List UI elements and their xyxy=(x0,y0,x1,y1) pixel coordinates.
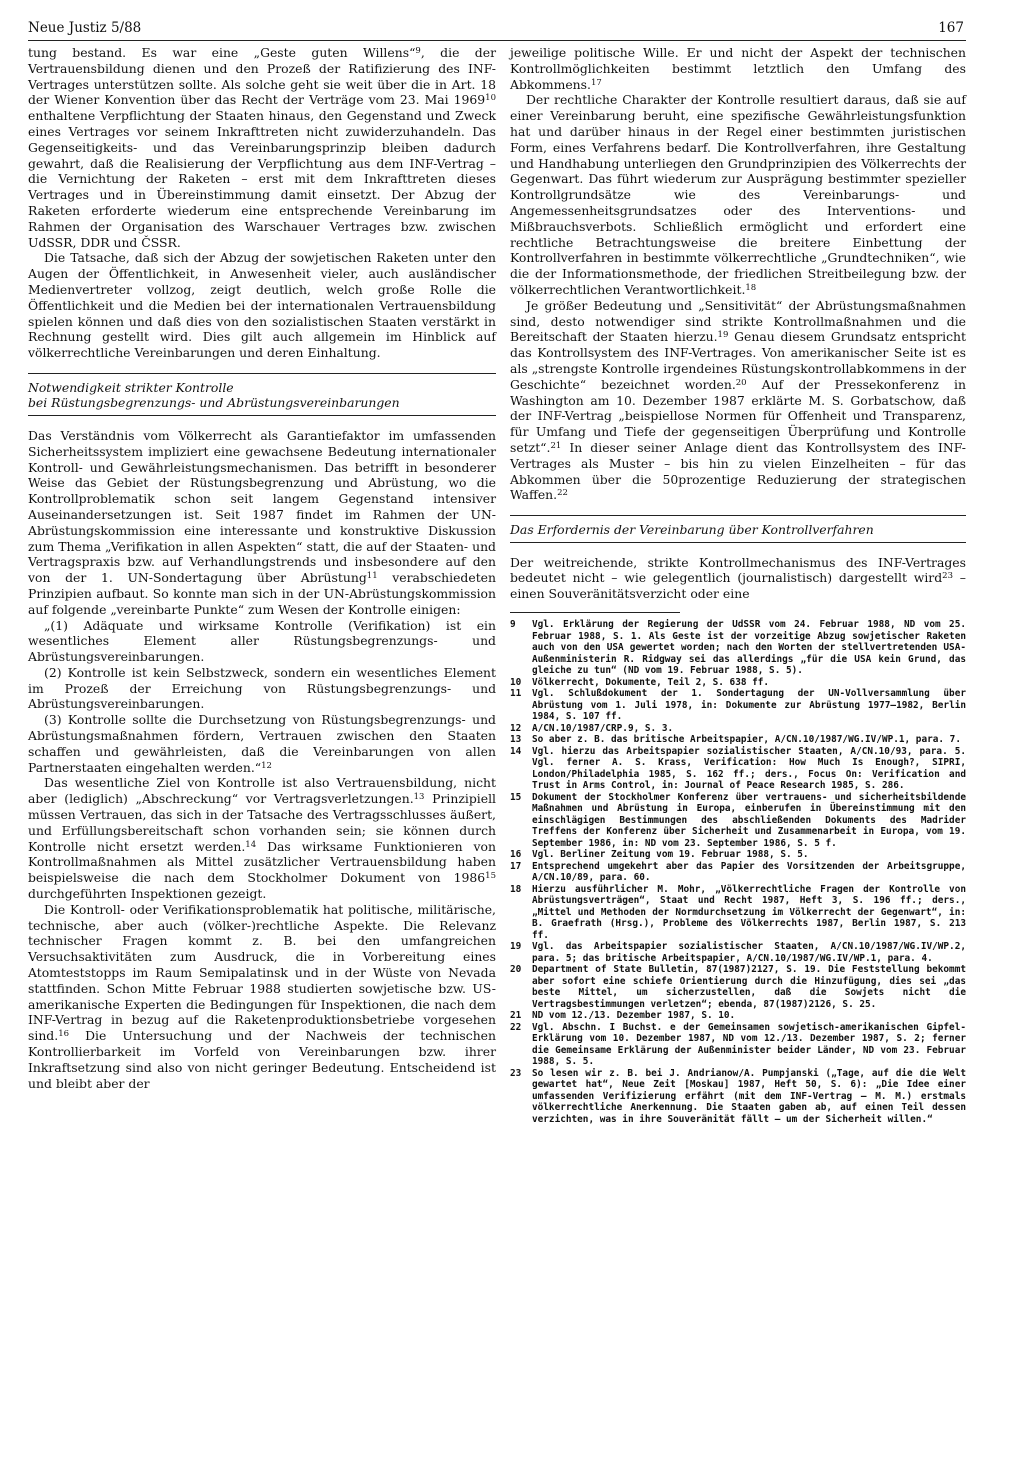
footnote xyxy=(510,723,966,735)
footnote xyxy=(510,734,966,746)
footnote-text: So aber z. B. das britische Arbeitspapier, A/CN.10/1987/WG.IV/WP.1, para. 7. xyxy=(532,734,961,745)
footnote-ref: 14 xyxy=(245,839,257,850)
paragraph: Das Verständnis vom Völkerrecht als Garantiefaktor im umfassenden Sicherheitssystem impliziert eine gewachsene Bedeutung internationaler Kontroll- und Gewährleistungsmechanismen. Das betrifft in besonderer Weise das Gebiet der Rüstungsbegrenzung und Abrüstung, wo die Kontrollproblematik schon seit langem Gegenstand intensiver Auseinandersetzungen ist. Seit 1987 findet im Rahmen der UN-Abrüstungskommission eine interessante und konstruktive Diskussion zum Thema „Verifikation in allen Aspekten“ statt, die auf der Staaten- und Vertragspraxis bzw. auf Verhandlungstrends und insbesondere auf den von der 1. UN-Sondertagung über Abrüstung$^{11}$ verabschiedeten Prinzipien aufbaut. So konnte man sich in der UN-Abrüstungskommission auf folgende „vereinbarte Punkte“ zum Wesen der Kontrolle einigen: xyxy=(28,427,496,617)
footnote-number: 17 xyxy=(510,860,522,872)
footnote xyxy=(510,1068,966,1126)
footnote xyxy=(510,1010,966,1022)
footnote xyxy=(510,792,966,850)
footnote-text: Vgl. Schlußdokument der 1. Sondertagung der UN-Vollversammlung über Abrüstung vom 1. Juli 1978, in: Dokumente zur Abrüstung 1977–1982, Berlin 1984, S. 107 ff. xyxy=(532,688,966,722)
footnote-list xyxy=(510,619,966,1125)
journal-title: Neue Justiz 5/88 xyxy=(28,20,142,36)
footnote-number: 18 xyxy=(510,883,522,895)
footnote-ref: 23 xyxy=(942,571,953,582)
footnote-text: Dokument der Stockholmer Konferenz über vertrauens- und sicherheitsbildende Maßnahmen und Abrüstung in Europa, einberufen in Übereinstimmung mit den einschlägigen Bestimmungen des abschließenden Dokuments des Madrider Treffens der Konferenz über Sicherheit und Zusammenarbeit in Europa, vom 19. September 1986, in: ND vom 23. September 1986, S. 5 f. xyxy=(532,791,966,849)
footnote-rule xyxy=(510,612,680,613)
footnote-number: 13 xyxy=(510,734,522,745)
section-heading: Das Erfordernis der Vereinbarung über Kontrollverfahren xyxy=(510,515,966,543)
section-heading: Notwendigkeit strikter Kontrolle bei Rüstungsbegrenzungs- und Abrüstungsvereinbarungen xyxy=(28,373,496,416)
footnote-ref: 17 xyxy=(590,77,602,88)
footnote-text: Hierzu ausführlicher M. Mohr, „Völkerrechtliche Fragen der Kontrolle von Abrüstungsverträgen“, Staat und Recht 1987, Heft 3, S. 196 ff.; ders., „Mittel und Methoden der Normdurchsetzung im Völkerrecht der Gegenwart“, in: B. Graefrath (Hrsg.), Probleme des Völkerrechts 1987, Berlin 1987, S. 213 ff. xyxy=(532,883,966,941)
footnote-number: 22 xyxy=(510,1021,522,1033)
footnote-number: 10 xyxy=(510,676,522,688)
footnote-number: 20 xyxy=(510,964,522,975)
footnote-text: So lesen wir z. B. bei J. Andrianow/A. Pumpjanski („Tage, auf die die Welt gewartet hat“, Neue Zeit [Moskau] 1987, Heft 50, S. 6): „Die Idee einer umfassenden Verifizierung erfährt (mit dem INF-Vertrag – M. M.) erstmals völkerrechtliche Anerkennung. Die Staaten gaben ab, auf einen Teil dessen verzichten, was in ihre Souveränität fällt – um der Sicherheit willen.“ xyxy=(532,1067,966,1125)
footnote-text: Völkerrecht, Dokumente, Teil 2, S. 638 ff. xyxy=(532,676,770,688)
footnote-ref: 12 xyxy=(261,760,272,771)
quote-item: (2) Kontrolle ist kein Selbstzweck, sondern ein wesentliches Element im Prozeß der Erreichung von Rüstungsbegrenzungs- und Abrüstungsvereinbarungen. xyxy=(28,664,496,712)
footnote xyxy=(510,1022,966,1068)
footnote-ref: 22 xyxy=(557,488,568,499)
header-rule xyxy=(28,40,966,41)
footnote xyxy=(510,941,966,964)
footnote-text: Department of State Bulletin, 87(1987)2127, S. 19. Die Feststellung bekommt aber sofort eine schiefe Orientierung durch die Hinzufügung, dies sei „das beste Mittel, um sicherzustellen, daß die Sowjets nicht die Vertragsbestimmungen verletzen“; ebenda, 87(1987)2126, S. 25. xyxy=(532,964,966,1010)
footnote-ref: 13 xyxy=(413,792,425,803)
footnote-ref: 20 xyxy=(735,377,747,388)
footnote-number: 15 xyxy=(510,791,522,803)
footnote-number: 19 xyxy=(510,941,522,952)
paragraph: Der weitreichende, strikte Kontrollmechanismus des INF-Vertrages bedeutet nicht – wie gelegentlich (journalistisch) dargestellt wird$^{23}$ – einen Souveränitätsverzicht oder eine xyxy=(510,554,966,602)
paragraph: Je größer Bedeutung und „Sensitivität“ der Abrüstungsmaßnahmen sind, desto notwendiger sind strikte Kontrollmaßnahmen und die Bereitschaft der Staaten hierzu.$^{19}$ Genau diesem Grundsatz entspricht das Kontrollsystem des INF-Vertrages. Von amerikanischer Seite ist es als „strengste Kontrolle irgendeines Rüstungskontrollabkommens in der Geschichte“ bezeichnet worden.$^{20}$ Auf der Pressekonferenz in Washington am 10. Dezember 1987 erklärte M. S. Gorbatschow, daß der INF-Vertrag „beispiellose Normen für Offenheit und Transparenz, für Umfang und Tiefe der gegenseitigen Überprüfung und Kontrolle setzt“.$^{21}$ In dieser seiner Anlage dient das Kontrollsystem des INF-Vertrages als Muster – bis hin zu vielen Einzelheiten – für das Abkommen über die 50prozentige Reduzierung der strategischen Waffen.$^{22}$ xyxy=(510,297,966,503)
footnote-ref: 15 xyxy=(485,871,496,882)
footnote-text: Vgl. das Arbeitspapier sozialistischer Staaten, A/CN.10/1987/WG.IV/WP.2, para. 5; das britische Arbeitspapier, A/CN.10/1987/WG.IV/WP.1, para. 4. xyxy=(532,941,966,964)
footnote-text: Vgl. Erklärung der Regierung der UdSSR vom 24. Februar 1988, ND vom 25. Februar 1988, S. 1. Als Geste ist der vorzeitige Abzug sowjetischer Raketen auch von den USA gewertet worden; nach den Worten der stellvertretenden USA-Außenministerin R. Ridgway sei das allerdings „für die USA kein Grund, das gleiche zu tun“ (ND vom 19. Februar 1988, S. 5). xyxy=(532,619,966,676)
footnote-ref: 21 xyxy=(550,440,562,451)
left-column xyxy=(28,45,496,1091)
footnote-number: 11 xyxy=(510,688,522,699)
paragraph: Die Tatsache, daß sich der Abzug der sowjetischen Raketen unter den Augen der Öffentlichkeit, in Anwesenheit vieler, auch ausländischer Medienvertreter vollzog, zeigt deutlich, welch große Rolle die Öffentlichkeit und die Medien bei der internationalen Vertrauensbildung spielen können und daß dies von den sozialistischen Staaten verstärkt in Rechnung gestellt wird. Dies gilt auch allgemein im Hinblick auf völkerrechtliche Vereinbarungen und deren Einhaltung. xyxy=(28,250,496,361)
paragraph: tung bestand. Es war eine „Geste guten Willens“$^9$, die der Vertrauensbildung dienen und den Prozeß der Ratifizierung des INF-Vertrages unterstützen sollte. Als solche geht sie weit über die in Art. 18 der Wiener Konvention über das Recht der Verträge vom 23. Mai 1969$^{10}$ enthaltene Verpflichtung der Staaten hinaus, den Gegenstand und Zweck eines Vertrages vor seinem Inkrafttreten nicht zuwiderzuhandeln. Das Gegenseitigkeits- und das Vereinbarungsprinzip bleiben dadurch gewahrt, daß die Realisierung der Verpflichtung aus dem INF-Vertrag – die Vernichtung der Raketen – erst mit dem Inkrafttreten dieses Vertrages und in Übereinstimmung damit einsetzt. Der Abzug der Raketen erforderte wiederum eine entsprechende Vereinbarung im Rahmen der Organisation des Warschauer Vertrages bzw. zwischen UdSSR, DDR und ČSSR. xyxy=(28,45,496,250)
footnote xyxy=(510,619,966,677)
footnote-text: Vgl. Berliner Zeitung vom 19. Februar 1988, S. 5. xyxy=(532,849,809,860)
footnote-ref: 9 xyxy=(415,46,421,56)
footnote-ref: 19 xyxy=(717,330,729,341)
footnote xyxy=(510,849,966,861)
paragraph: Der rechtliche Charakter der Kontrolle resultiert daraus, daß sie auf einer Vereinbarung beruht, eine spezifische Gewährleistungsfunktion hat und darüber hinaus in der Regel einer bestimmten juristischen Form, eines Verfahrens bedarf. Die Kontrollverfahren, ihre Gestaltung und Handhabung unterliegen den Grundprinzipien des Völkerrechts der Gegenwart. Das führt wiederum zur Ausprägung bestimmter spezieller Kontrollgrundsätze wie des Vereinbarungs- und Angemessenheitsgrundsatzes oder des Interventions- und Mißbrauchsverbots. Schließlich ermöglicht und erfordert eine rechtliche Betrachtungsweise die breitere Einbettung der Kontrollverfahren in bestimmte völkerrechtliche „Grundtechniken“, wie die der Informationsmethode, der friedlichen Streitbeilegung bzw. der völkerrechtlichen Verantwortlichkeit.$^{18}$ xyxy=(510,92,966,297)
footnote-number: 16 xyxy=(510,849,522,860)
footnote-ref: 16 xyxy=(58,1029,70,1040)
footnote xyxy=(510,964,966,1010)
footnote-ref: 11 xyxy=(366,571,378,582)
footnote-text: Vgl. hierzu das Arbeitspapier sozialistischer Staaten, A/CN.10/93, para. 5. Vgl. ferner A. S. Krass, Verification: How Much Is Enough?, SIPRI, London/Philadelphia 1985, S. 162 ff.; ders., Focus On: Verification and Trust in Arms Control, in: Journal of Peace Research 1985, S. 286. xyxy=(532,745,966,791)
page-number: 167 xyxy=(938,20,964,36)
footnote-ref: 18 xyxy=(745,282,757,293)
paragraph: jeweilige politische Wille. Er und nicht der Aspekt der technischen Kontrollmöglichkeiten bestimmt letztlich den Umfang des Abkommens.$^{17}$ xyxy=(510,45,966,92)
footnote xyxy=(510,688,966,723)
paragraph: Die Kontroll- oder Verifikationsproblematik hat politische, militärische, technische, aber auch (völker-)rechtliche Aspekte. Die Relevanz technischer Fragen kommt z. B. bei den umfangreichen Versuchsaktivitäten zum Ausdruck, die in Vorbereitung eines Atomteststopps im Raum Semipalatinsk und in der Wüste von Nevada stattfinden. Schon Mitte Februar 1988 studierten sowjetische bzw. US-amerikanische Experten die Bedingungen für Inspektionen, die nach dem INF-Vertrag in bezug auf die Raketenproduktionsbetriebe vorgesehen sind.$^{16}$ Die Untersuchung und der Nachweis der technischen Kontrollierbarkeit im Vorfeld von Vereinbarungen bzw. ihrer Inkraftsetzung sind also von nicht geringer Bedeutung. Entscheidend ist und bleibt aber der xyxy=(28,901,496,1091)
footnote-text: A/CN.10/1987/CRP.9, S. 3. xyxy=(532,722,674,734)
quote-item: (3) Kontrolle sollte die Durchsetzung von Rüstungsbegrenzungs- und Abrüstungsmaßnahmen fördern, Vertrauen zwischen den Staaten schaffen und gewährleisten, daß die Vereinbarungen von allen Partnerstaaten eingehalten werden.“$^{12}$ xyxy=(28,712,496,775)
footnote xyxy=(510,861,966,884)
footnote xyxy=(510,746,966,792)
footnote-number: 21 xyxy=(510,1010,522,1021)
right-column xyxy=(510,45,966,1125)
quote-item: „(1) Adäquate und wirksame Kontrolle (Verifikation) ist ein wesentliches Element aller Rüstungsbegrenzungs- und Abrüstungsvereinbarungen. xyxy=(28,617,496,665)
footnote-number: 9 xyxy=(510,619,516,630)
footnote xyxy=(510,677,966,689)
footnote-number: 23 xyxy=(510,1067,522,1079)
footnote-ref: 10 xyxy=(485,93,496,104)
footnote-text: Vgl. Abschn. I Buchst. e der Gemeinsamen sowjetisch-amerikanischen Gipfel-Erklärung vom 10. Dezember 1987, ND vom 12./13. Dezember 1987, S. 2; ferner die Gemeinsame Erklärung der Außenminister beider Länder, ND vom 23. Februar 1988, S. 5. xyxy=(532,1021,966,1067)
footnote-text: ND vom 12./13. Dezember 1987, S. 10. xyxy=(532,1010,736,1021)
paragraph: Das wesentliche Ziel von Kontrolle ist also Vertrauensbildung, nicht aber (lediglich) „Abschreckung“ vor Vertragsverletzungen.$^{13}$ Prinzipiell müssen Vertrauen, das sich in der Tatsache des Vertragsschlusses äußert, und Erfüllungsbereitschaft schon vorhanden sein; sie können durch Kontrolle nicht ersetzt werden.$^{14}$ Das wirksame Funktionieren von Kontrollmaßnahmen als Mittel zusätzlicher Vertrauensbildung haben beispielsweise die nach dem Stockholmer Dokument von 1986$^{15}$ durchgeführten Inspektionen gezeigt. xyxy=(28,775,496,902)
footnote xyxy=(510,884,966,942)
footnote-text: Entsprechend umgekehrt aber das Papier des Vorsitzenden der Arbeitsgruppe, A/CN.10/89, para. 60. xyxy=(532,860,966,883)
footnote-number: 14 xyxy=(510,745,522,757)
footnote-number: 12 xyxy=(510,722,522,734)
